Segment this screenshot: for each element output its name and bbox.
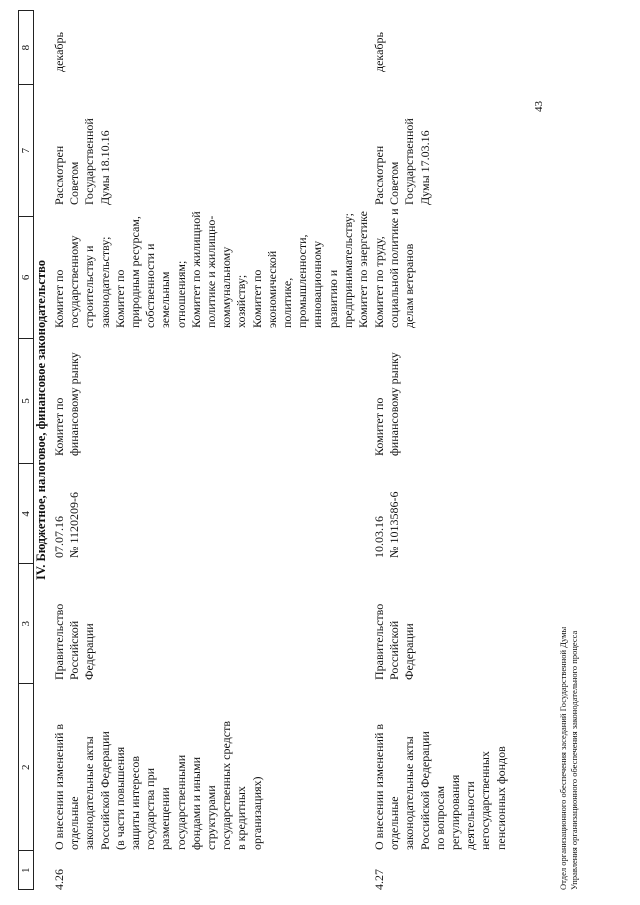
col-header-4: 4 (19, 464, 34, 564)
col-header-2: 2 (19, 684, 34, 851)
col-header-7: 7 (19, 85, 34, 217)
col-header-3: 3 (19, 564, 34, 684)
responsible-committee: Комитет по финансовому рынку (52, 352, 82, 456)
bill-title: О внесении изменений в отдельные законодательные акты Российской Федерации (в части повышения защиты интересов государства при размещении государственными фондами и иными структурами государственных средств в кредитных организациях) (52, 721, 264, 850)
co-executor-committees: Комитет по труду, социальной политике и делам ветеранов (372, 208, 417, 328)
col-header-8: 8 (19, 11, 34, 85)
registration-date: 07.07.16 № 1120209-6 (52, 492, 82, 558)
registration-date: 10.03.16 № 1013586-6 (372, 491, 402, 558)
footer-line: Отдел организационного обеспечения заседаний Государственной Думы (558, 626, 568, 890)
responsible-committee: Комитет по финансовому рынку (372, 352, 402, 456)
co-executor-committees: Комитет по государственному строительству и законодательству; Комитет по природным ресурсам, собственности и земельным отношениям; Комитет по жилищной политике и жилищно- коммунальному хозяйству; Комитет по экономической политике, промышленности, инновационному развитию и предпринимательству; Комитет по энергетике (52, 211, 371, 328)
col-header-5: 5 (19, 338, 34, 464)
column-number-header (18, 10, 34, 890)
status: Рассмотрен Советом Государственной Думы 17.03.16 (372, 118, 432, 205)
col-header-6: 6 (19, 216, 34, 338)
footer (558, 627, 580, 890)
rotated-page (18, 10, 588, 890)
section-title: IV. Бюджетное, налоговое, финансовое законодательство (34, 259, 48, 581)
row-number: 4.27 (372, 869, 386, 890)
col-header-1: 1 (19, 851, 34, 890)
status: Рассмотрен Советом Государственной Думы 18.10.16 (52, 118, 112, 205)
row-number: 4.26 (52, 869, 66, 890)
bill-title: О внесении изменений в отдельные законодательные акты Российской Федерации по вопросам регулирования деятельности негосударственных пенсионных фондов (372, 723, 508, 850)
term: декабрь (372, 32, 386, 72)
page-number: 43 (533, 101, 545, 112)
initiator: Правительство Российской Федерации (52, 603, 97, 680)
initiator: Правительство Российской Федерации (372, 603, 417, 680)
term: декабрь (52, 32, 66, 72)
footer-line: Управления организационного обеспечения законодательного процесса (569, 630, 579, 890)
